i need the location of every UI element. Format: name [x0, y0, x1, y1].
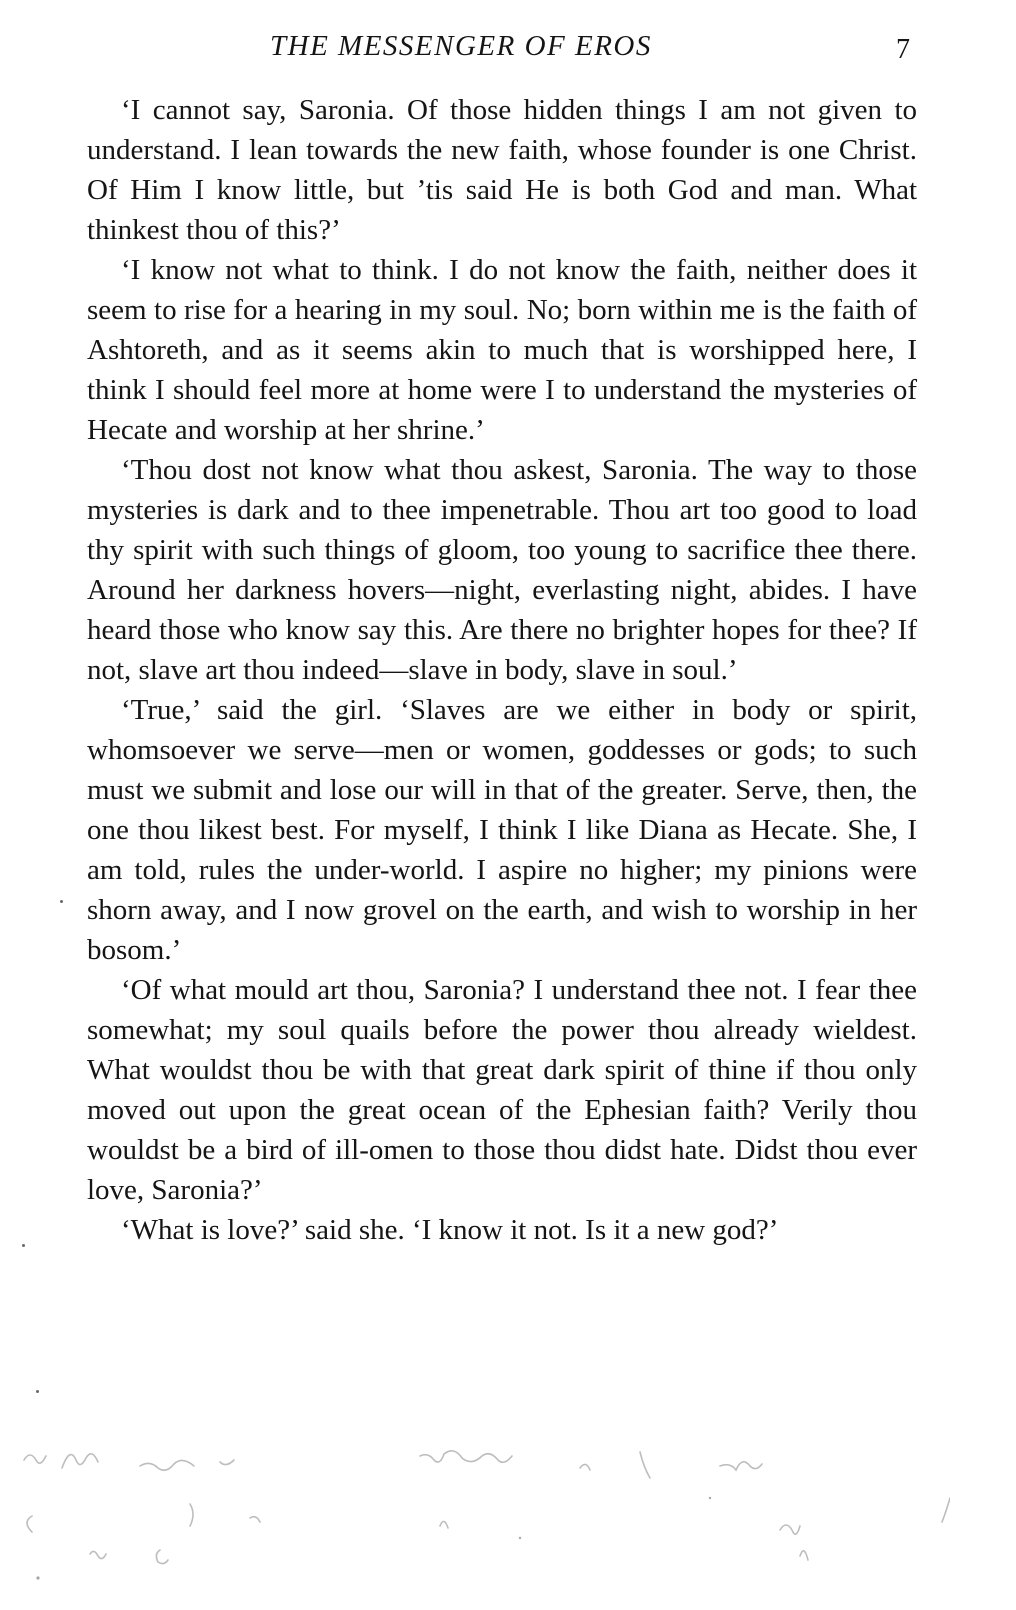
scribble-mark: [440, 1521, 448, 1528]
ink-speck: [36, 1390, 39, 1393]
page-number: 7: [896, 34, 910, 65]
speck: [36, 1576, 39, 1579]
handwritten-marginalia: [20, 1438, 950, 1588]
pencil-scribbles: [20, 1438, 950, 1588]
paragraph-1: ‘I cannot say, Saronia. Of those hidden things I am not given to understand. I lean towards the new faith, whose founder is one Christ. Of Him I know little, but ’tis said He is both God and man. What thinkest thou of this?’: [87, 94, 917, 246]
body-text: [87, 90, 917, 1250]
scribble-mark: [250, 1517, 260, 1522]
scribble-mark: [62, 1454, 98, 1468]
scribble-mark: [800, 1551, 808, 1560]
scribble-mark: [780, 1525, 800, 1534]
scribble-mark: [942, 1498, 950, 1522]
paragraph-6: ‘What is love?’ said she. ‘I know it not. Is it a new god?’: [121, 1214, 779, 1246]
scribble-mark: [156, 1550, 168, 1564]
ink-speck: [60, 900, 63, 903]
scribble-mark: [640, 1452, 650, 1478]
scribble-mark: [190, 1504, 193, 1526]
paragraph-2: ‘I know not what to think. I do not know the faith, neither does it seem to rise for a hearing in my soul. No; born within me is the faith of Ashtoreth, and as it seems akin to much that is worshipped here, I think I should feel more at home were I to understand the mysteries of Hecate and worship at her shrine.’: [87, 254, 917, 446]
scribble-mark: [90, 1551, 106, 1558]
scribble-mark: [420, 1451, 512, 1462]
paragraph-4: ‘True,’ said the girl. ‘Slaves are we either in body or spirit, whomsoever we serve—men or women, goddesses or gods; to such must we submit and lose our will in that of the greater. Serve, then, the one thou likest best. For myself, I think I like Diana as Hecate. She, I am told, rules the under-world. I aspire no higher; my pinions were shorn away, and I now grovel on the earth, and wish to worship in her bosom.’: [87, 694, 917, 966]
ink-speck: [22, 1244, 25, 1247]
running-head: [0, 24, 1016, 74]
scribble-mark: [27, 1516, 32, 1532]
scribble-mark: [140, 1460, 194, 1470]
speck: [709, 1497, 711, 1499]
scribble-mark: [220, 1460, 234, 1465]
paragraph-5: ‘Of what mould art thou, Saronia? I understand thee not. I fear thee somewhat; my soul quails before the power thou already wieldest. What wouldst thou be with that great dark spirit of thine if thou only moved out upon the great ocean of the Ephesian faith? Verily thou wouldst be a bird of ill-omen to those thou didst hate. Didst thou ever love, Saronia?’: [87, 974, 917, 1206]
speck: [519, 1537, 521, 1539]
scribble-mark: [24, 1455, 46, 1463]
scribble-mark: [580, 1464, 590, 1470]
scribble-mark: [720, 1462, 762, 1470]
running-title: THE MESSENGER OF EROS: [270, 30, 652, 62]
paragraph-3: ‘Thou dost not know what thou askest, Saronia. The way to those mysteries is dark and to thee impenetrable. Thou art too good to load thy spirit with such things of gloom, too young to sacrifice thee there. Around her darkness hovers—night, everlasting night, abides. I have heard those who know say this. Are there no brighter hopes for thee? If not, slave art thou indeed—slave in body, slave in soul.’: [87, 454, 917, 686]
